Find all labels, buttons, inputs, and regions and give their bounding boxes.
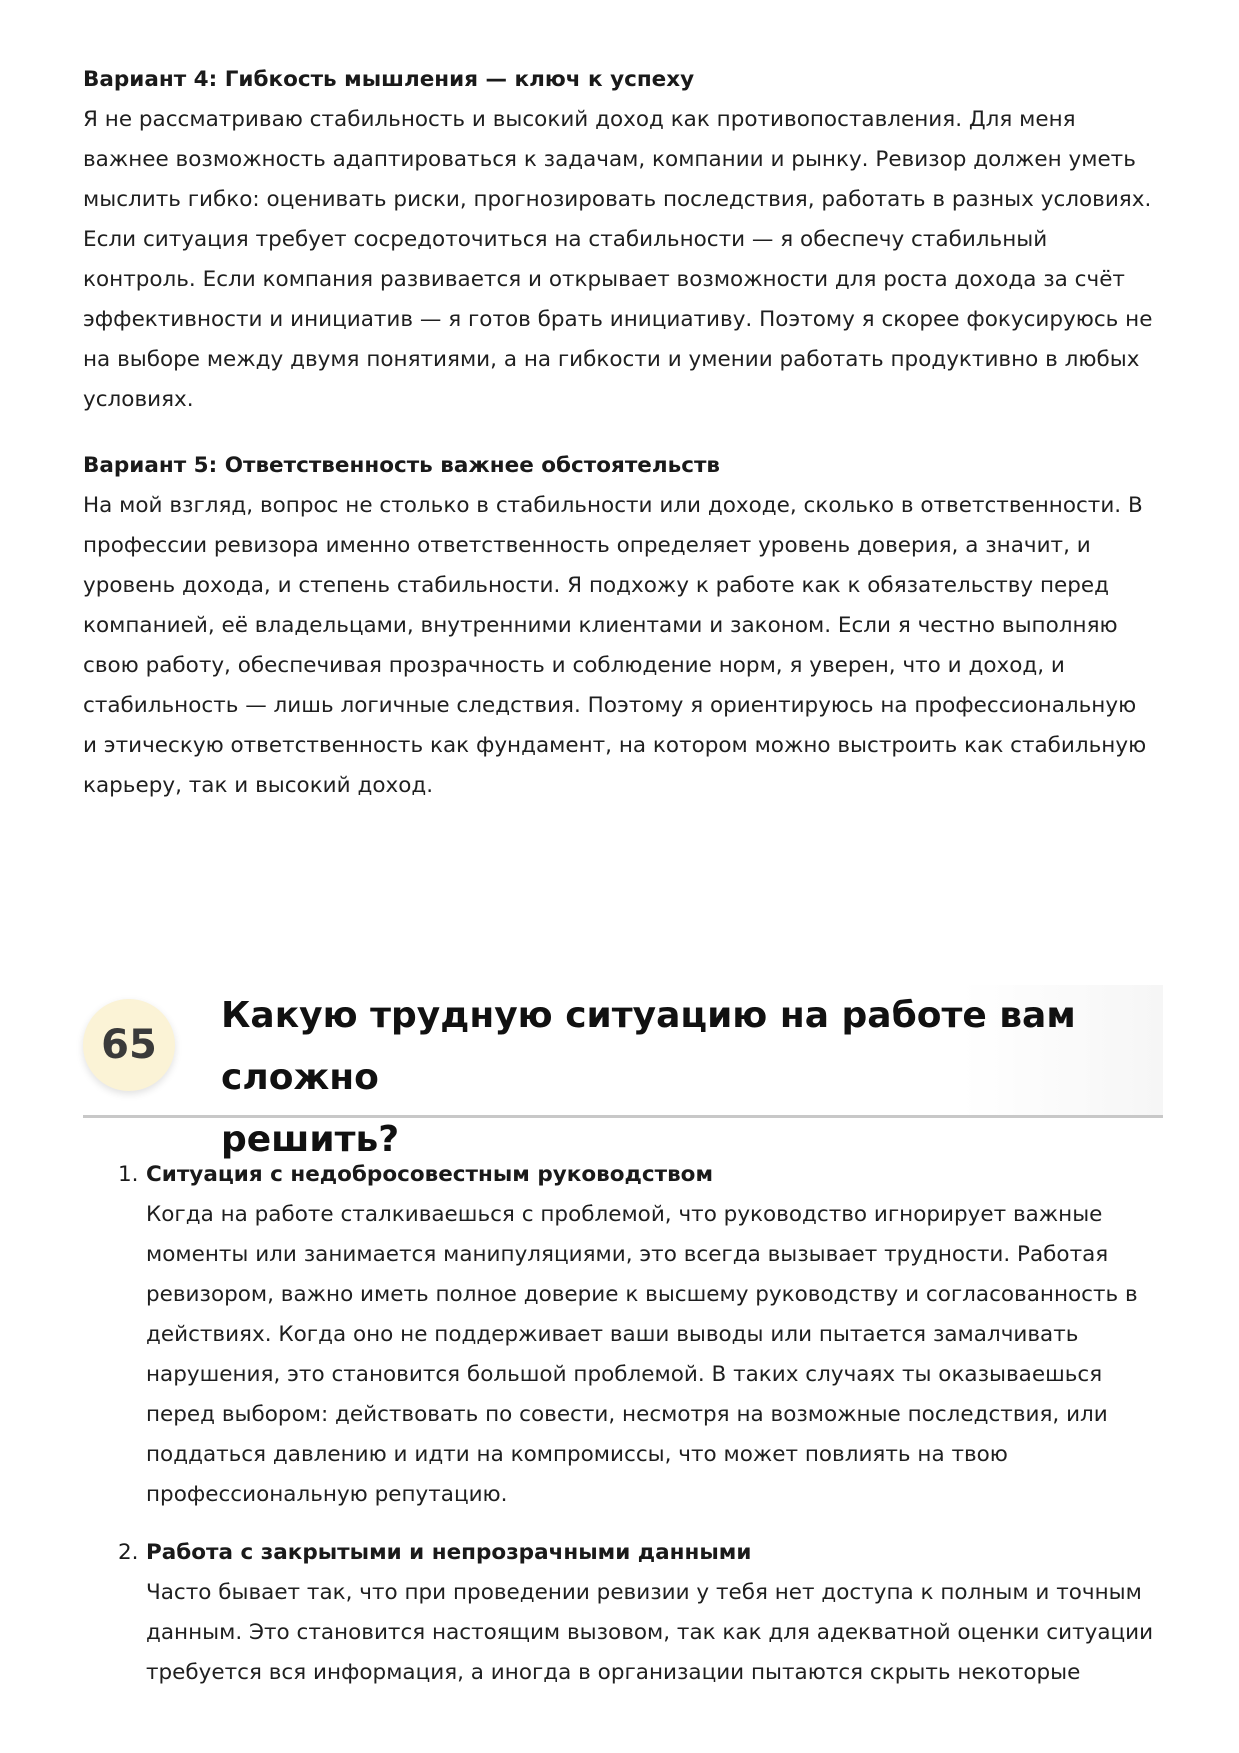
text-line: требуется вся информация, а иногда в организации пытаются скрыть некоторые bbox=[146, 1660, 1081, 1685]
text-line: профессии ревизора именно ответственность определяет уровень доверия, а значит, и bbox=[83, 533, 1091, 558]
variant-title: Вариант 4: Гибкость мышления — ключ к успеху bbox=[83, 67, 695, 92]
text-line: компанией, её владельцами, внутренними клиентами и законом. Если я честно выполняю bbox=[83, 613, 1118, 638]
text-line: карьеру, так и высокий доход. bbox=[83, 773, 434, 798]
list-item-title: Работа с закрытыми и непрозрачными данными bbox=[146, 1540, 752, 1565]
variant-body bbox=[83, 100, 1163, 420]
list-item-title: Ситуация с недобросовестным руководством bbox=[146, 1162, 714, 1187]
list-item bbox=[83, 1533, 1163, 1693]
text-line: Когда на работе сталкиваешься с проблемой, что руководство игнорирует важные bbox=[146, 1202, 1103, 1227]
text-line: Я не рассматриваю стабильность и высокий доход как противопоставления. Для меня bbox=[83, 107, 1076, 132]
text-line: эффективности и инициатив — я готов брать инициативу. Поэтому я скорее фокусируюсь не bbox=[83, 307, 1153, 332]
text-line: условиях. bbox=[83, 387, 194, 412]
variant-block bbox=[83, 446, 1163, 806]
text-line: ревизором, важно иметь полное доверие к высшему руководству и согласованность в bbox=[146, 1282, 1138, 1307]
text-line: профессиональную репутацию. bbox=[146, 1482, 508, 1507]
list-item-body bbox=[146, 1573, 1163, 1693]
text-line: На мой взгляд, вопрос не столько в стабильности или доходе, сколько в ответственности. В bbox=[83, 493, 1143, 518]
variant-title: Вариант 5: Ответственность важнее обстоятельств bbox=[83, 453, 721, 478]
variant-block bbox=[83, 60, 1163, 420]
list-item-body bbox=[146, 1195, 1163, 1515]
text-line: важнее возможность адаптироваться к задачам, компании и рынку. Ревизор должен уметь bbox=[83, 147, 1136, 172]
variant-body bbox=[83, 486, 1163, 806]
question-title bbox=[221, 985, 1151, 1171]
question-number-badge: 65 bbox=[83, 999, 175, 1091]
text-line: данным. Это становится настоящим вызовом, так как для адекватной оценки ситуации bbox=[146, 1620, 1154, 1645]
text-line: Если ситуация требует сосредоточиться на стабильности — я обеспечу стабильный bbox=[83, 227, 1048, 252]
question-header bbox=[83, 985, 1163, 1160]
text-line: нарушения, это становится большой проблемой. В таких случаях ты оказываешься bbox=[146, 1362, 1103, 1387]
list-item-number: 1. bbox=[118, 1162, 139, 1187]
text-line: перед выбором: действовать по совести, несмотря на возможные последствия, или bbox=[146, 1402, 1108, 1427]
text-line: мыслить гибко: оценивать риски, прогнозировать последствия, работать в разных условиях. bbox=[83, 187, 1152, 212]
text-line: Часто бывает так, что при проведении ревизии у тебя нет доступа к полным и точным bbox=[146, 1580, 1142, 1605]
text-line: стабильность — лишь логичные следствия. Поэтому я ориентируюсь на профессиональную bbox=[83, 693, 1137, 718]
text-line: на выборе между двумя понятиями, а на гибкости и умении работать продуктивно в любых bbox=[83, 347, 1140, 372]
text-line: уровень дохода, и степень стабильности. Я подхожу к работе как к обязательству перед bbox=[83, 573, 1109, 598]
text-line: поддаться давлению и идти на компромиссы, что может повлиять на твою bbox=[146, 1442, 1008, 1467]
text-line: действиях. Когда оно не поддерживает ваши выводы или пытается замалчивать bbox=[146, 1322, 1079, 1347]
title-line: решить? bbox=[221, 1119, 400, 1160]
answer-list bbox=[83, 1155, 1163, 1711]
text-line: моменты или занимается манипуляциями, это всегда вызывает трудности. Работая bbox=[146, 1242, 1109, 1267]
text-line: контроль. Если компания развивается и открывает возможности для роста дохода за счёт bbox=[83, 267, 1125, 292]
list-item bbox=[83, 1155, 1163, 1515]
text-line: и этическую ответственность как фундамент, на котором можно выстроить как стабильную bbox=[83, 733, 1147, 758]
title-line: Какую трудную ситуацию на работе вам сложно bbox=[221, 995, 1076, 1098]
text-line: свою работу, обеспечивая прозрачность и соблюдение норм, я уверен, что и доход, и bbox=[83, 653, 1065, 678]
list-item-number: 2. bbox=[118, 1540, 139, 1565]
